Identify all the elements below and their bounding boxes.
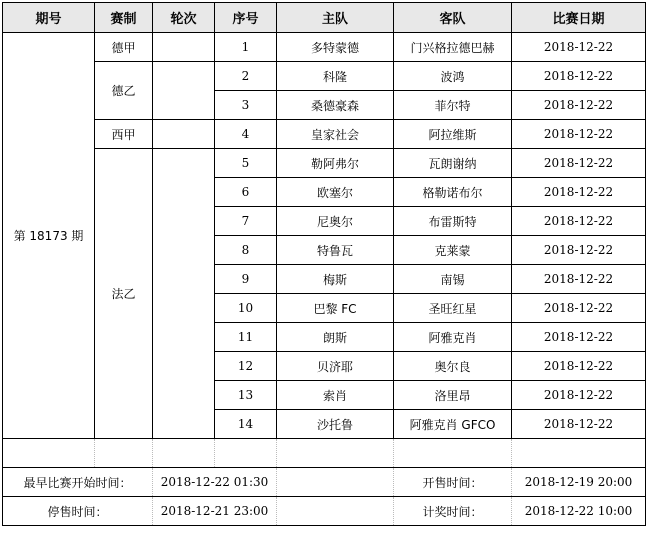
header-date: 比赛日期 [512,3,646,33]
home-team-cell: 尼奥尔 [277,207,394,236]
date-cell: 2018-12-22 [512,352,646,381]
schedule-table-container [2,2,646,526]
sale-open-value: 2018-12-19 20:00 [512,468,646,497]
league-cell: 法乙 [95,149,153,439]
seq-cell: 2 [215,62,277,91]
round-cell [153,62,215,120]
sale-open-label: 开售时间： [394,468,512,497]
home-team-cell: 桑德豪森 [277,91,394,120]
header-seq: 序号 [215,3,277,33]
draw-time-label: 计奖时间： [394,497,512,526]
seq-cell: 14 [215,410,277,439]
header-round: 轮次 [153,3,215,33]
away-team-cell: 菲尔特 [394,91,512,120]
seq-cell: 10 [215,294,277,323]
away-team-cell: 洛里昂 [394,381,512,410]
away-team-cell: 布雷斯特 [394,207,512,236]
header-row [3,3,646,33]
seq-cell: 5 [215,149,277,178]
date-cell: 2018-12-22 [512,91,646,120]
home-team-cell: 勒阿弗尔 [277,149,394,178]
round-cell [153,120,215,149]
seq-cell: 12 [215,352,277,381]
earliest-start-value: 2018-12-22 01:30 [153,468,277,497]
table-row [3,120,646,149]
away-team-cell: 波鸿 [394,62,512,91]
away-team-cell: 阿拉维斯 [394,120,512,149]
home-team-cell: 贝济耶 [277,352,394,381]
header-league: 赛制 [95,3,153,33]
date-cell: 2018-12-22 [512,62,646,91]
away-team-cell: 克莱蒙 [394,236,512,265]
home-team-cell: 朗斯 [277,323,394,352]
table-row [3,62,646,91]
earliest-start-label: 最早比赛开始时间： [3,468,153,497]
seq-cell: 3 [215,91,277,120]
home-team-cell: 梅斯 [277,265,394,294]
seq-cell: 13 [215,381,277,410]
away-team-cell: 门兴格拉德巴赫 [394,33,512,62]
round-cell [153,33,215,62]
home-team-cell: 特鲁瓦 [277,236,394,265]
away-team-cell: 阿雅克肖 [394,323,512,352]
league-cell: 德乙 [95,62,153,120]
date-cell: 2018-12-22 [512,120,646,149]
away-team-cell: 奥尔良 [394,352,512,381]
date-cell: 2018-12-22 [512,236,646,265]
date-cell: 2018-12-22 [512,265,646,294]
date-cell: 2018-12-22 [512,33,646,62]
date-cell: 2018-12-22 [512,149,646,178]
date-cell: 2018-12-22 [512,294,646,323]
draw-time-value: 2018-12-22 10:00 [512,497,646,526]
date-cell: 2018-12-22 [512,410,646,439]
seq-cell: 8 [215,236,277,265]
sale-stop-value: 2018-12-21 23:00 [153,497,277,526]
info-row-earliest-start [3,468,646,497]
header-period: 期号 [3,3,95,33]
date-cell: 2018-12-22 [512,381,646,410]
home-team-cell: 科隆 [277,62,394,91]
home-team-cell: 欧塞尔 [277,178,394,207]
seq-cell: 6 [215,178,277,207]
spacer-row [3,439,646,468]
home-team-cell: 巴黎 FC [277,294,394,323]
date-cell: 2018-12-22 [512,178,646,207]
round-cell [153,149,215,439]
table-row [3,149,646,178]
date-cell: 2018-12-22 [512,323,646,352]
sale-stop-label: 停售时间： [3,497,153,526]
info-row-sale-stop [3,497,646,526]
away-team-cell: 格勒诺布尔 [394,178,512,207]
away-team-cell: 圣旺红星 [394,294,512,323]
home-team-cell: 皇家社会 [277,120,394,149]
home-team-cell: 索肖 [277,381,394,410]
home-team-cell: 沙托鲁 [277,410,394,439]
seq-cell: 7 [215,207,277,236]
date-cell: 2018-12-22 [512,207,646,236]
header-home: 主队 [277,3,394,33]
period-cell: 第 18173 期 [3,33,95,439]
away-team-cell: 瓦朗谢纳 [394,149,512,178]
match-schedule-table [2,2,646,526]
table-row [3,33,646,62]
league-cell: 德甲 [95,33,153,62]
header-away: 客队 [394,3,512,33]
away-team-cell: 阿雅克肖 GFCO [394,410,512,439]
league-cell: 西甲 [95,120,153,149]
away-team-cell: 南锡 [394,265,512,294]
seq-cell: 11 [215,323,277,352]
home-team-cell: 多特蒙德 [277,33,394,62]
seq-cell: 4 [215,120,277,149]
seq-cell: 1 [215,33,277,62]
seq-cell: 9 [215,265,277,294]
